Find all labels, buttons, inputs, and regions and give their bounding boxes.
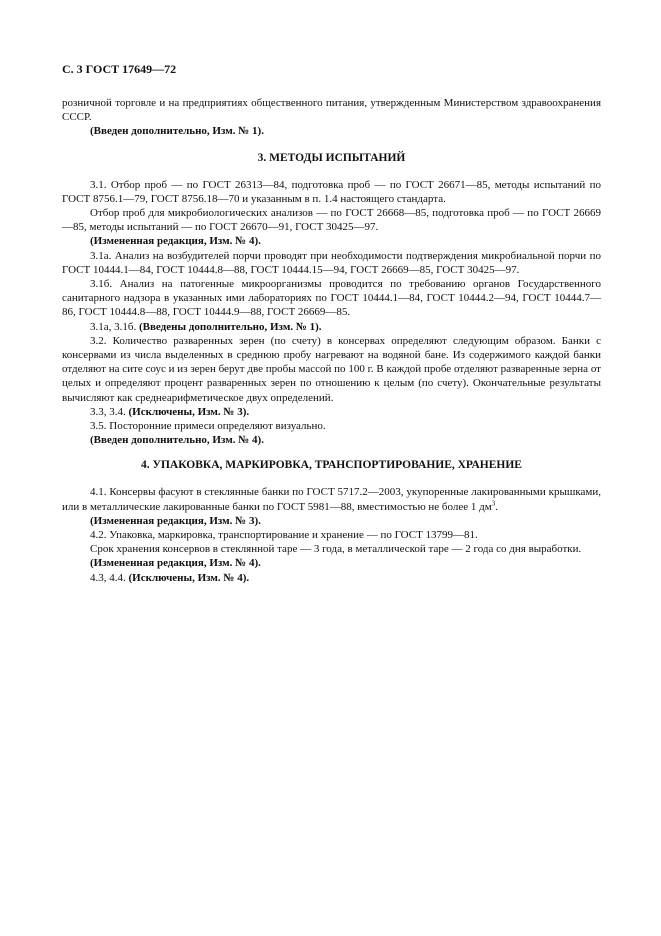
section-4-title: 4. УПАКОВКА, МАРКИРОВКА, ТРАНСПОРТИРОВАНИЕ, ХРАНЕНИЕ	[141, 459, 522, 472]
clause-4-2-storage: Срок хранения консервов в стеклянной таре — 3 года, в металлической таре — 2 года со дня выработки.	[90, 543, 582, 556]
clause-3-3-line	[62, 405, 601, 419]
clause-3-5: 3.5. Посторонние примеси определяют визуально.	[90, 420, 326, 433]
clause-3-2: 3.2. Количество разваренных зерен (по счету) в консервах определяют следующим образом. Банки с консервами из числа выделенных в среднюю пробу нагревают на водяной бане. Из содержимого каждой банки отделяют на сите соус и из зерен берут две пробы массой по 100 г. В каждой пробе отделяют разваренные зерна от целых и определяют процент разваренных зерен по отношению к целым (по счету). Окончательные результаты вычисляют как среднеарифметическое двух определений.	[62, 334, 601, 404]
clause-3-3-lead: 3.3, 3.4.	[90, 405, 126, 418]
clause-4-1-note: (Измененная редакция, Изм. № 3).	[90, 514, 261, 527]
intro-note: (Введен дополнительно, Изм. № 1).	[90, 125, 264, 138]
clause-4-3-note: (Исключены, Изм. № 4).	[128, 571, 250, 584]
clause-4-1	[62, 485, 601, 513]
clause-3-3-note: (Исключены, Изм. № 3).	[128, 405, 250, 418]
clause-3-1ab-lead: 3.1а, 3.1б.	[90, 320, 137, 333]
clause-4-3-line	[62, 571, 601, 585]
clause-4-2-note: (Измененная редакция, Изм. № 4).	[90, 557, 261, 570]
clause-4-2: 4.2. Упаковка, маркировка, транспортирование и хранение — по ГОСТ 13799—81.	[90, 529, 478, 542]
clause-3-5-note: (Введен дополнительно, Изм. № 4).	[90, 434, 264, 447]
section-3-title: 3. МЕТОДЫ ИСПЫТАНИЙ	[257, 151, 406, 164]
clause-4-1-end: .	[495, 500, 498, 513]
intro-text: розничной торговле и на предприятиях общественного питания, утвержденным Министерством здравоохранения СССР.	[62, 97, 601, 124]
document-page	[62, 62, 601, 585]
clause-4-1-sup: 3	[491, 499, 496, 508]
clause-3-1-micro: Отбор проб для микробиологических анализов — по ГОСТ 26668—85, подготовка проб — по ГОСТ 26669—85, методы испытаний — по ГОСТ 26670—91, ГОСТ 30425—97.	[62, 207, 601, 234]
clause-3-1: 3.1. Отбор проб — по ГОСТ 26313—84, подготовка проб — по ГОСТ 26671—85, методы испытаний по ГОСТ 8756.1—79, ГОСТ 8756.18—70 и указанным в п. 1.4 настоящего стандарта.	[62, 178, 601, 205]
clause-3-1-note: (Измененная редакция, Изм. № 4).	[90, 235, 261, 248]
clause-3-1a: 3.1а. Анализ на возбудителей порчи проводят при необходимости подтверждения микробиальной порчи по ГОСТ 10444.1—84, ГОСТ 10444.8—88, ГОСТ 10444.15—94, ГОСТ 26669—85, ГОСТ 30425—97.	[62, 249, 601, 276]
clause-4-3-lead: 4.3, 4.4.	[90, 571, 126, 584]
page-header: С. 3 ГОСТ 17649—72	[62, 62, 177, 76]
clause-3-1ab-note: (Введены дополнительно, Изм. № 1).	[138, 320, 322, 333]
clause-3-1b: 3.1б. Анализ на патогенные микроорганизмы проводится по требованию органов Государственного санитарного надзора в указанных ими лабораториях по ГОСТ 10444.1—84, ГОСТ 10444.2—94, ГОСТ 10444.7—86, ГОСТ 10444.8—88, ГОСТ 10444.9—88, ГОСТ 26669—85.	[62, 278, 601, 319]
clause-3-1ab-line	[62, 320, 601, 334]
clause-4-1-text: 4.1. Консервы фасуют в стеклянные банки по ГОСТ 5717.2—2003, укупоренные лакированными крышками, или в металлические лакированные банки по ГОСТ 5981—88, вместимостью не более 1 дм	[62, 486, 601, 513]
